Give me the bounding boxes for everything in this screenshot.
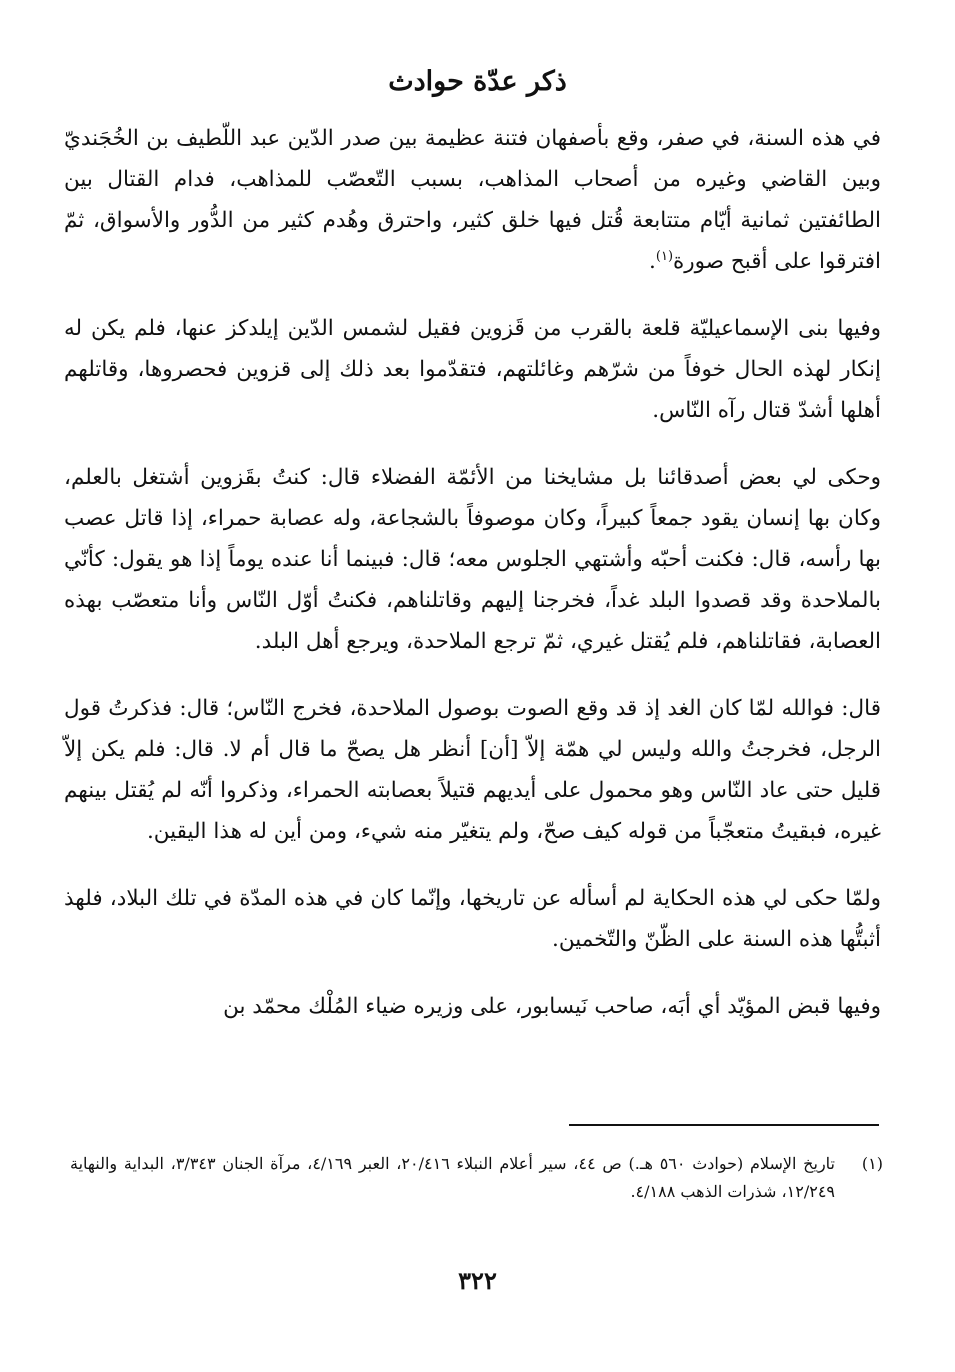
- paragraph-4: قال: فوالله لمّا كان الغد إذ قد وقع الصوت بوصول الملاحدة، فخرج النّاس؛ قال: فذكرتُ قول الرجل، فخرجتُ والله وليس لي همّة إلاّ [أن] أنظر هل يصحّ ما قال أم لا. قال: فلم يكن إلاّ قليل حتى عاد النّاس وهو محمول على أيديهم قتيلاً بعصابته الحمراء، وذكروا أنّه لم يُقتل بينهم غيره، فبقيتُ متعجّباً من قوله كيف صحّ، ولم يتغيّر منه شيء، ومن أين له هذا اليقين.: [64, 696, 881, 844]
- page-number: ٣٢٢: [458, 1266, 497, 1295]
- paragraph-text: في هذه السنة، في صفر، وقع بأصفهان فتنة عظيمة بين صدر الدّين عبد اللّطيف بن الخُجَنديّ وبين القاضي وغيره من أصحاب المذاهب، بسبب التّعصّب للمذاهب، فدام القتال بين الطائفتين ثمانية أيّام متتابعة قُتل فيها خلق كثير، واحترق وهُدم كثير من الدُّور والأسواق، ثمّ افترقوا على أقبح صورة: [64, 126, 881, 274]
- paragraph-2: وفيها بنى الإسماعيليّة قلعة بالقرب من قَزوين فقيل لشمس الدّين إيلدكز عنها، فلم يكن له إنكار لهذه الحال خوفاً من شرّهم وغائلتهم، فتقدّموا بعد ذلك إلى قزوين فحصروها، وقاتلهم أهلها أشدّ قتال رآه النّاس.: [64, 316, 881, 423]
- paragraph-6: وفيها قبض المؤيّد أي أبَه، صاحب نَيسابور، على وزيره ضياء المُلْك محمّد بن: [223, 994, 881, 1019]
- footnote-number: (١): [861, 1154, 883, 1173]
- paragraph-3: وحكى لي بعض أصدقائنا بل مشايخنا من الأئمّة الفضلاء قال: كنتُ بقَزوين أشتغل بالعلم، وكان بها إنسان يقود جمعاً كبيراً، وكان موصوفاً بالشجاعة، وله عصابة حمراء، إذا قاتل عصب بها رأسه، قال: فكنت أحبّه وأشتهي الجلوس معه؛ قال: فبينما أنا عنده يوماً إذا هو يقول: كأنّي بالملاحدة وقد قصدوا البلد غداً، فخرجنا إليهم وقاتلناهم، فكنتُ أوّل النّاس وأنا متعصّب بهذه العصابة، فقاتلناهم، فلم يُقتل غيري، ثمّ ترجع الملاحدة، ويرجع أهل البلد.: [64, 465, 881, 654]
- paragraph-5: ولمّا حكى لي هذه الحكاية لم أسأله عن تاريخها، وإنّما كان في هذه المدّة في تلك البلاد، فلهذ أثبتُّها هذه السنة على الظّنّ والتّخمين.: [64, 886, 881, 952]
- footnote-divider: [569, 1124, 879, 1126]
- page-title: ذكر عدّة حوادث: [388, 66, 567, 97]
- footnote: [70, 1150, 883, 1206]
- sentence-end: .: [649, 249, 656, 274]
- body-text: [64, 118, 881, 1027]
- paragraph-1: [64, 118, 881, 282]
- footnote-reference: (١): [655, 248, 674, 264]
- footnote-text: تاريخ الإسلام (حوادث ٥٦٠ هـ.) ص ٤٤، سير أعلام النبلاء ٢٠/٤١٦، العبر ٤/١٦٩، مرآة الجنان ٣/٣٤٣، البداية والنهاية ١٢/٢٤٩، شذرات الذهب ٤/١٨٨.: [70, 1154, 835, 1201]
